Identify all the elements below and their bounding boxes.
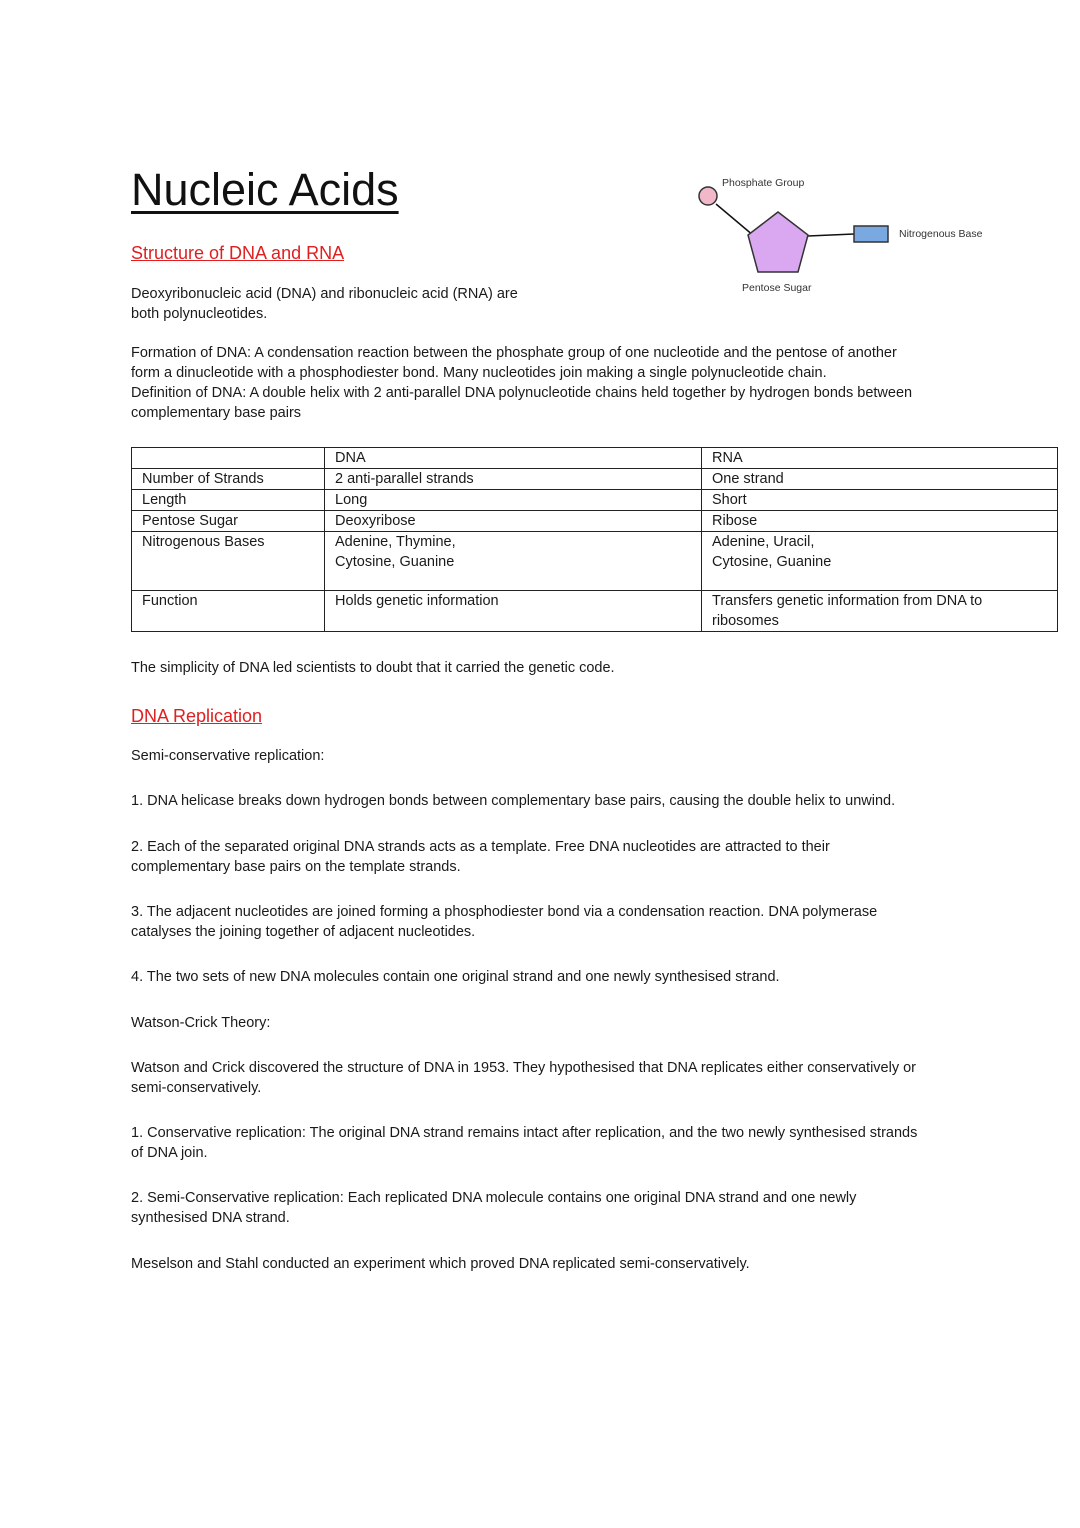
- table-row: [132, 532, 1058, 591]
- table-row: [132, 591, 1058, 632]
- nitrogenous-base-label: Nitrogenous Base: [899, 228, 983, 240]
- step-line: 1. DNA helicase breaks down hydrogen bonds between complementary base pairs, causing the double helix to unwind.: [131, 793, 896, 809]
- phosphate-bond-line: [716, 204, 754, 236]
- rna-cell: Short: [702, 490, 1058, 511]
- intro-line: semi-conservatively.: [131, 1080, 262, 1096]
- formation-line: Formation of DNA: A condensation reaction between the phosphate group of one nucleotide and the pentose of another: [131, 345, 897, 361]
- definition-line: complementary base pairs: [131, 405, 302, 421]
- rna-cell: [702, 532, 1058, 591]
- table-row: [132, 469, 1058, 490]
- rna-cell: Ribose: [702, 511, 1058, 532]
- table-header-row: [132, 448, 1058, 469]
- base-bond-line: [808, 234, 854, 236]
- row-label: Pentose Sugar: [132, 511, 325, 532]
- row-label: Number of Strands: [132, 469, 325, 490]
- pentose-sugar-label: Pentose Sugar: [742, 282, 812, 294]
- table-row: [132, 490, 1058, 511]
- intro-paragraph: [131, 284, 518, 324]
- nucleotide-diagram: [690, 170, 1010, 300]
- watson-crick-heading: Watson-Crick Theory:: [131, 1015, 271, 1031]
- formation-paragraph: [131, 343, 912, 423]
- table-header-cell: [132, 448, 325, 469]
- rna-cell: [702, 591, 1058, 632]
- row-label: Length: [132, 490, 325, 511]
- theory-line: of DNA join.: [131, 1145, 208, 1161]
- table-header-rna: RNA: [702, 448, 1058, 469]
- dna-cell: Holds genetic information: [325, 591, 702, 632]
- theory-line: 2. Semi-Conservative replication: Each replicated DNA molecule contains one original DNA strand and one newly: [131, 1190, 857, 1206]
- table-header-dna: DNA: [325, 448, 702, 469]
- table-row: [132, 511, 1058, 532]
- dna-cell: [325, 532, 702, 591]
- cell-line: ribosomes: [712, 613, 779, 629]
- replication-step: [131, 967, 780, 987]
- formation-line: form a dinucleotide with a phosphodiester bond. Many nucleotides join making a single polynucleotide chain.: [131, 365, 827, 381]
- row-label: Nitrogenous Bases: [132, 532, 325, 591]
- dna-rna-comparison-table: [131, 447, 1058, 632]
- step-line: catalyses the joining together of adjacent nucleotides.: [131, 924, 476, 940]
- rna-cell: One strand: [702, 469, 1058, 490]
- phosphate-group-shape: [699, 187, 717, 205]
- cell-line: Adenine, Uracil,: [712, 534, 815, 550]
- dna-cell: Long: [325, 490, 702, 511]
- cell-line: Transfers genetic information from DNA to: [712, 593, 983, 609]
- replication-step: [131, 791, 895, 811]
- step-line: 2. Each of the separated original DNA strands acts as a template. Free DNA nucleotides are attracted to their: [131, 839, 830, 855]
- cell-line: Cytosine, Guanine: [335, 554, 455, 570]
- page-title: Nucleic Acids: [131, 164, 399, 215]
- replication-step: [131, 902, 877, 942]
- dna-cell: Deoxyribose: [325, 511, 702, 532]
- semi-conservative-subheading: Semi-conservative replication:: [131, 748, 325, 764]
- theory-item: [131, 1188, 856, 1228]
- intro-line: both polynucleotides.: [131, 306, 268, 322]
- intro-line: Deoxyribonucleic acid (DNA) and ribonucleic acid (RNA) are: [131, 286, 518, 302]
- phosphate-group-label: Phosphate Group: [722, 177, 805, 189]
- nitrogenous-base-shape: [854, 226, 888, 242]
- step-line: 4. The two sets of new DNA molecules contain one original strand and one newly synthesised strand.: [131, 969, 780, 985]
- conclusion-text: Meselson and Stahl conducted an experiment which proved DNA replicated semi-conservatively.: [131, 1256, 750, 1272]
- dna-cell: 2 anti-parallel strands: [325, 469, 702, 490]
- row-label: Function: [132, 591, 325, 632]
- section-heading-structure: Structure of DNA and RNA: [131, 243, 345, 263]
- simplicity-text: The simplicity of DNA led scientists to doubt that it carried the genetic code.: [131, 660, 615, 676]
- theory-item: [131, 1123, 917, 1163]
- definition-line: Definition of DNA: A double helix with 2 anti-parallel DNA polynucleotide chains held together by hydrogen bonds between: [131, 385, 913, 401]
- pentose-sugar-shape: [748, 212, 808, 272]
- theory-line: synthesised DNA strand.: [131, 1210, 290, 1226]
- watson-crick-intro: [131, 1058, 916, 1098]
- intro-line: Watson and Crick discovered the structure of DNA in 1953. They hypothesised that DNA replicates either conservatively or: [131, 1060, 916, 1076]
- section-heading-replication: DNA Replication: [131, 706, 263, 726]
- step-line: 3. The adjacent nucleotides are joined forming a phosphodiester bond via a condensation reaction. DNA polymerase: [131, 904, 878, 920]
- cell-line: Adenine, Thymine,: [335, 534, 456, 550]
- theory-line: 1. Conservative replication: The original DNA strand remains intact after replication, and the two newly synthesised strands: [131, 1125, 918, 1141]
- replication-step: [131, 837, 830, 877]
- cell-line: Cytosine, Guanine: [712, 554, 832, 570]
- step-line: complementary base pairs on the template strands.: [131, 859, 461, 875]
